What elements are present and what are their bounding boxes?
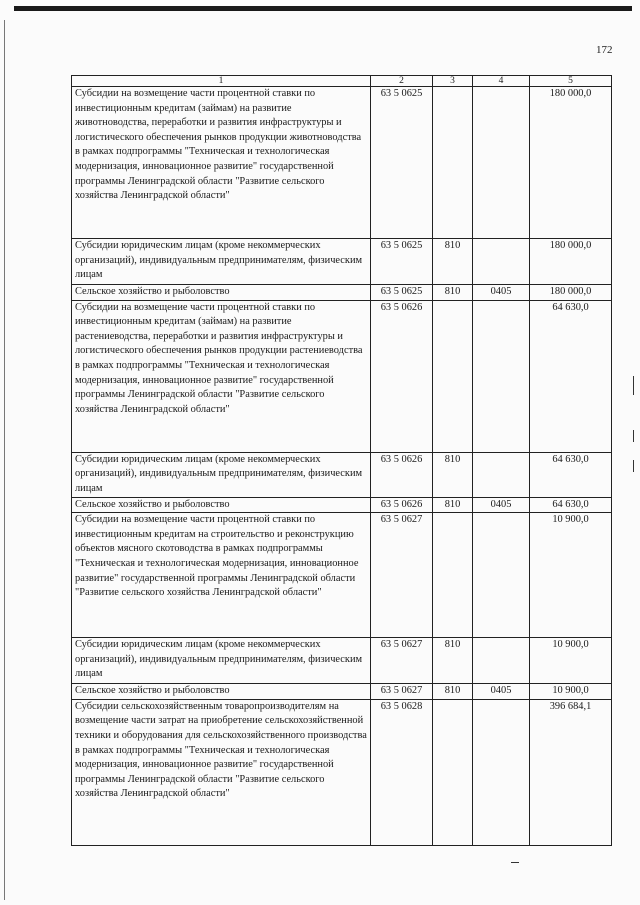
row-section [473, 87, 530, 239]
row-sum: 10 900,0 [530, 513, 612, 638]
row-sum: 10 900,0 [530, 638, 612, 684]
row-sum: 180 000,0 [530, 239, 612, 285]
row-sum: 180 000,0 [530, 285, 612, 301]
table-row [72, 452, 612, 497]
scan-mark [633, 430, 634, 442]
column-header: 1 [72, 76, 371, 87]
row-sum: 64 630,0 [530, 300, 612, 452]
row-sum: 10 900,0 [530, 684, 612, 700]
row-section [473, 452, 530, 497]
scan-edge-line [4, 20, 5, 900]
row-expense-type [433, 699, 473, 845]
row-code: 63 5 0627 [371, 638, 433, 684]
column-header: 3 [433, 76, 473, 87]
row-section: 0405 [473, 497, 530, 513]
row-name: Сельское хозяйство и рыболовство [72, 285, 371, 301]
row-name: Субсидии юридическим лицам (кроме некоммерческих организаций), индивидуальным предпринимателям, физическим лицам [72, 452, 371, 497]
column-header: 4 [473, 76, 530, 87]
budget-table [71, 75, 612, 846]
row-section [473, 239, 530, 285]
table-row [72, 87, 612, 239]
row-sum: 180 000,0 [530, 87, 612, 239]
row-code: 63 5 0626 [371, 452, 433, 497]
row-sum: 64 630,0 [530, 452, 612, 497]
row-name: Субсидии на возмещение части процентной ставки по инвестиционным кредитам (займам) на развитие животноводства, переработки и развития инфраструктуры и логистического обеспечения рынков продукции животноводства в рамках подпрограммы "Техническая и технологическая модернизация, инновационное развитие" государственной программы Ленинградской области "Развитие сельского хозяйства Ленинградской области" [72, 87, 371, 239]
row-code: 63 5 0626 [371, 497, 433, 513]
row-name: Сельское хозяйство и рыболовство [72, 497, 371, 513]
row-section: 0405 [473, 684, 530, 700]
row-section [473, 300, 530, 452]
row-code: 63 5 0625 [371, 87, 433, 239]
row-expense-type: 810 [433, 452, 473, 497]
row-name: Сельское хозяйство и рыболовство [72, 684, 371, 700]
row-code: 63 5 0627 [371, 513, 433, 638]
row-sum: 396 684,1 [530, 699, 612, 845]
row-name: Субсидии юридическим лицам (кроме некоммерческих организаций), индивидуальным предпринимателям, физическим лицам [72, 638, 371, 684]
column-header: 5 [530, 76, 612, 87]
row-name: Субсидии юридическим лицам (кроме некоммерческих организаций), индивидуальным предпринимателям, физическим лицам [72, 239, 371, 285]
row-code: 63 5 0626 [371, 300, 433, 452]
row-section [473, 638, 530, 684]
row-expense-type: 810 [433, 638, 473, 684]
table-row [72, 285, 612, 301]
row-code: 63 5 0625 [371, 239, 433, 285]
table-row [72, 699, 612, 845]
table-row [72, 239, 612, 285]
row-expense-type: 810 [433, 497, 473, 513]
scan-mark [633, 376, 634, 395]
row-section: 0405 [473, 285, 530, 301]
row-expense-type: 810 [433, 239, 473, 285]
table-row [72, 684, 612, 700]
row-expense-type [433, 300, 473, 452]
table-row [72, 638, 612, 684]
table-header-row [72, 76, 612, 87]
row-expense-type [433, 87, 473, 239]
row-section [473, 513, 530, 638]
row-expense-type: 810 [433, 285, 473, 301]
table-row [72, 497, 612, 513]
row-code: 63 5 0625 [371, 285, 433, 301]
page-number: 172 [596, 44, 613, 56]
row-code: 63 5 0628 [371, 699, 433, 845]
row-name: Субсидии сельскохозяйственным товаропроизводителям на возмещение части затрат на приобретение сельскохозяйственной техники и оборудования для сельскохозяйственного производства в рамках подпрограммы "Техническая и технологическая модернизация, инновационное развитие" государственной программы Ленинградской области "Развитие сельского хозяйства Ленинградской области" [72, 699, 371, 845]
scan-mark [633, 460, 634, 472]
row-section [473, 699, 530, 845]
row-name: Субсидии на возмещение части процентной ставки по инвестиционным кредитам на строительство и реконструкцию объектов мясного скотоводства в рамках подпрограммы "Техническая и технологическая модернизация, инновационное развитие" государственной программы Ленинградской области "Развитие сельского хозяйства Ленинградской области" [72, 513, 371, 638]
row-expense-type: 810 [433, 684, 473, 700]
row-code: 63 5 0627 [371, 684, 433, 700]
row-sum: 64 630,0 [530, 497, 612, 513]
column-header: 2 [371, 76, 433, 87]
table-row [72, 513, 612, 638]
scan-mark [511, 862, 519, 863]
table-row [72, 300, 612, 452]
top-rule [14, 6, 632, 11]
row-name: Субсидии на возмещение части процентной ставки по инвестиционным кредитам (займам) на развитие растениеводства, переработки и развития инфраструктуры и логистического обеспечения рынков продукции растениеводства в рамках подпрограммы "Техническая и технологическая модернизация, инновационное развитие" государственной программы Ленинградской области "Развитие сельского хозяйства Ленинградской области" [72, 300, 371, 452]
row-expense-type [433, 513, 473, 638]
